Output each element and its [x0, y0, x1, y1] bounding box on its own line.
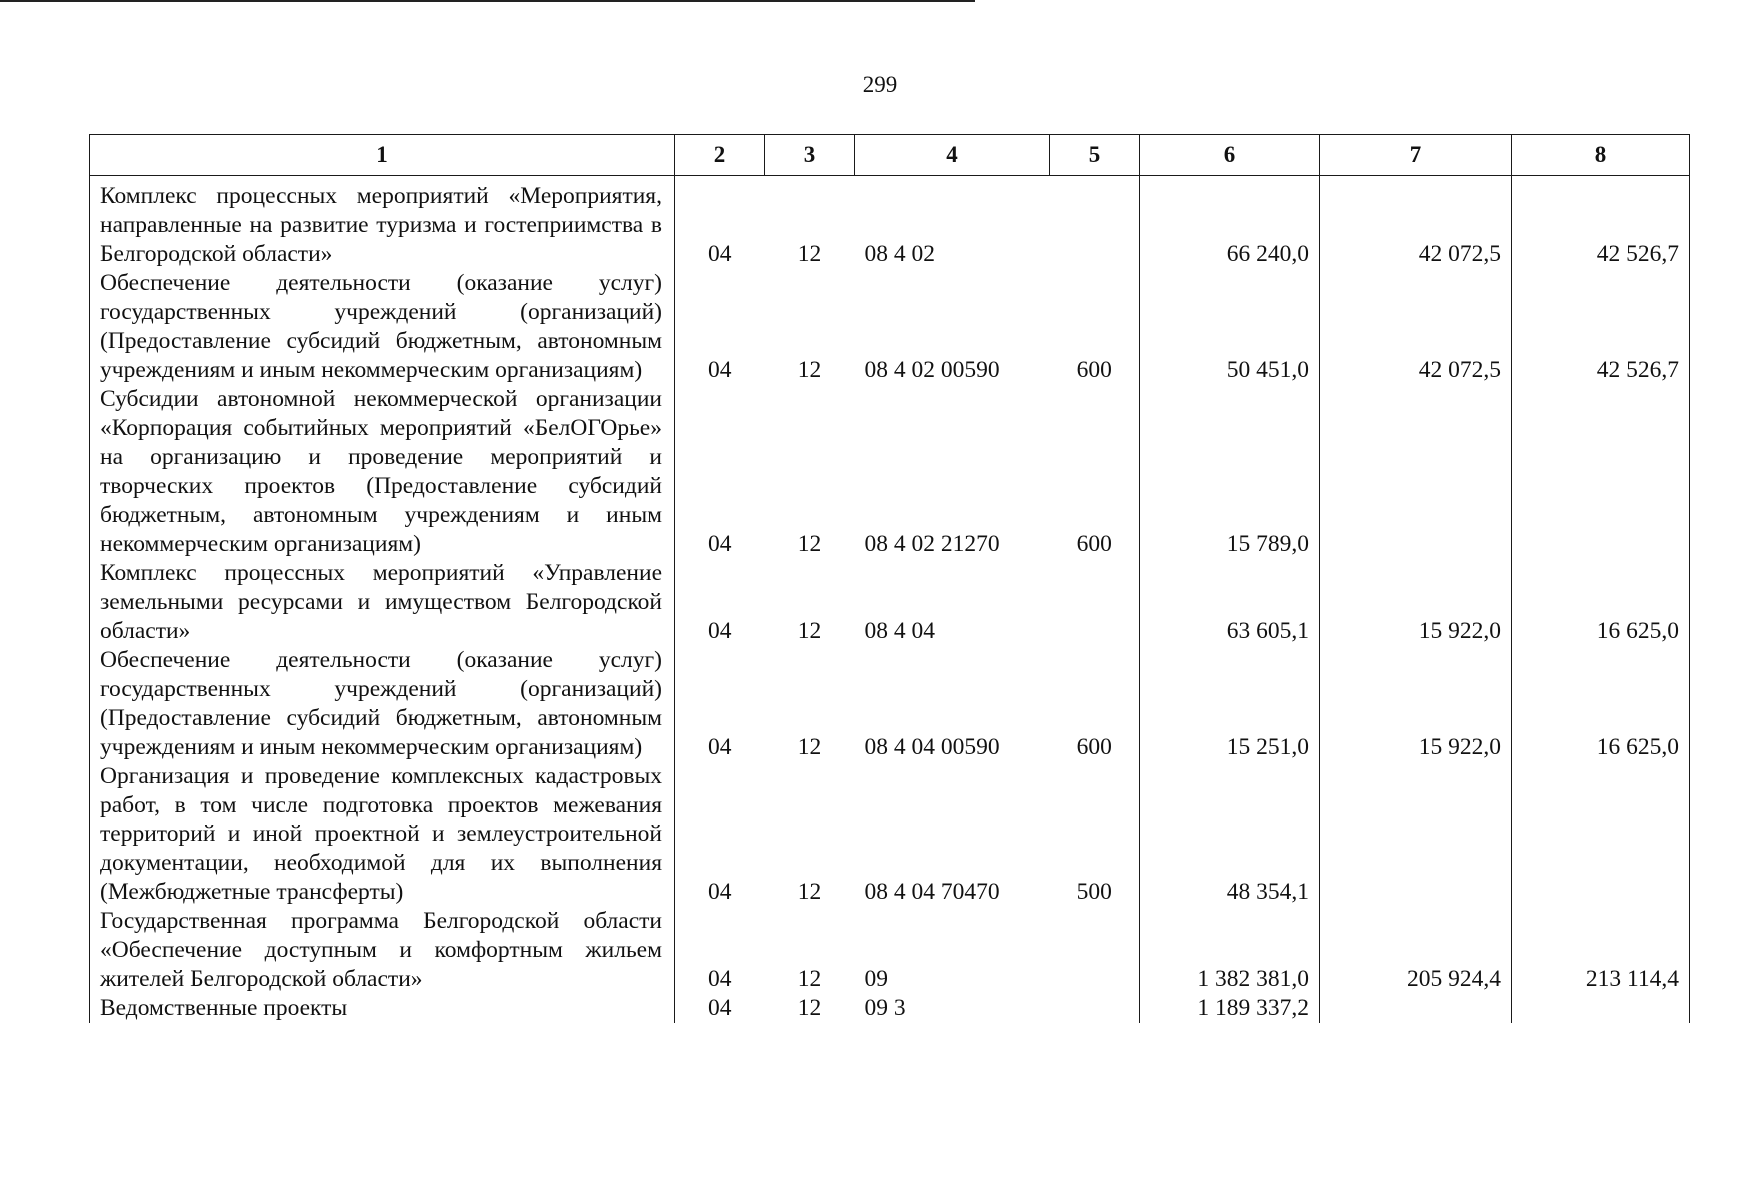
row-value-2: 42 072,5: [1320, 182, 1512, 269]
row-rz: 04: [675, 559, 765, 646]
page-number: 299: [862, 72, 898, 97]
row-value-3: [1512, 385, 1690, 559]
row-value-2: 205 924,4: [1320, 907, 1512, 994]
row-value-3: 213 114,4: [1512, 907, 1690, 994]
row-vr: 500: [1050, 762, 1140, 907]
header-col-4: 4: [855, 135, 1050, 176]
row-name: Комплекс процессных мероприятий «Мероприятия, направленные на развитие туризма и гостеприимства в Белгородской области»: [90, 182, 675, 269]
table-row: [90, 762, 1690, 907]
table-row: [90, 907, 1690, 994]
row-pr: 12: [797, 966, 822, 992]
row-vr: [1050, 994, 1140, 1023]
row-pr: 12: [797, 357, 822, 383]
row-value-2: [1320, 385, 1512, 559]
row-value-3: 16 625,0: [1512, 559, 1690, 646]
row-rz: 04: [675, 762, 765, 907]
row-value-1: 66 240,0: [1140, 182, 1320, 269]
row-value-1: 63 605,1: [1140, 559, 1320, 646]
table-row: [90, 269, 1690, 385]
row-value-3: 42 526,7: [1512, 269, 1690, 385]
row-rz: 04: [675, 385, 765, 559]
row-vr: [1050, 182, 1140, 269]
row-csr: 09 3: [864, 995, 906, 1021]
row-value-1: 15 251,0: [1140, 646, 1320, 762]
header-col-8: 8: [1512, 135, 1690, 176]
row-pr: 12: [797, 995, 822, 1021]
row-csr: 09: [864, 966, 888, 992]
row-value-1: 1 189 337,2: [1140, 994, 1320, 1023]
table-row: [90, 182, 1690, 269]
row-rz: 04: [675, 646, 765, 762]
row-csr: 08 4 02 00590: [864, 357, 1000, 383]
row-name: Обеспечение деятельности (оказание услуг) государственных учреждений (организаций) (Предоставление субсидий бюджетным, автономным учреждениям и иным некоммерческим организациям): [90, 269, 675, 385]
row-value-1: 15 789,0: [1140, 385, 1320, 559]
table-row: [90, 646, 1690, 762]
row-name: Ведомственные проекты: [90, 994, 675, 1023]
row-value-2: [1320, 762, 1512, 907]
header-col-3: 3: [765, 135, 855, 176]
table-row: [90, 559, 1690, 646]
header-col-5: 5: [1050, 135, 1140, 176]
row-value-1: 48 354,1: [1140, 762, 1320, 907]
row-name: Обеспечение деятельности (оказание услуг) государственных учреждений (организаций) (Предоставление субсидий бюджетным, автономным учреждениям и иным некоммерческим организациям): [90, 646, 675, 762]
row-csr: 08 4 02: [864, 241, 935, 267]
row-name: Организация и проведение комплексных кадастровых работ, в том числе подготовка проектов межевания территорий и иной проектной и землеустроительной документации, необходимой для их выполнения (Межбюджетные трансферты): [90, 762, 675, 907]
row-name: Комплекс процессных мероприятий «Управление земельными ресурсами и имуществом Белгородской области»: [90, 559, 675, 646]
row-vr: 600: [1050, 385, 1140, 559]
row-value-3: 16 625,0: [1512, 646, 1690, 762]
row-pr: 12: [797, 531, 822, 557]
table-row: [90, 994, 1690, 1023]
top-rule: [0, 0, 975, 2]
row-vr: [1050, 907, 1140, 994]
row-csr: 08 4 04 00590: [864, 734, 1000, 760]
row-name: Субсидии автономной некоммерческой организации «Корпорация событийных мероприятий «БелОГОрье» на организацию и проведение мероприятий и творческих проектов (Предоставление субсидий бюджетным, автономным учреждениям и иным некоммерческим организациям): [90, 385, 675, 559]
row-value-2: [1320, 994, 1512, 1023]
row-value-2: 15 922,0: [1320, 559, 1512, 646]
row-pr: 12: [797, 241, 822, 267]
header-col-6: 6: [1140, 135, 1320, 176]
row-pr: 12: [797, 879, 822, 905]
row-rz: 04: [675, 994, 765, 1023]
row-name: Государственная программа Белгородской области «Обеспечение доступным и комфортным жильем жителей Белгородской области»: [90, 907, 675, 994]
row-pr: 12: [797, 734, 822, 760]
header-col-2: 2: [675, 135, 765, 176]
row-value-3: [1512, 994, 1690, 1023]
row-csr: 08 4 04: [864, 618, 935, 644]
row-rz: 04: [675, 269, 765, 385]
row-value-2: 15 922,0: [1320, 646, 1512, 762]
row-value-2: 42 072,5: [1320, 269, 1512, 385]
row-value-3: 42 526,7: [1512, 182, 1690, 269]
header-col-1: 1: [90, 135, 675, 176]
row-rz: 04: [675, 907, 765, 994]
row-vr: [1050, 559, 1140, 646]
row-value-1: 1 382 381,0: [1140, 907, 1320, 994]
header-col-7: 7: [1320, 135, 1512, 176]
row-vr: 600: [1050, 269, 1140, 385]
row-rz: 04: [675, 182, 765, 269]
budget-table: [89, 134, 1690, 1023]
row-vr: 600: [1050, 646, 1140, 762]
row-csr: 08 4 04 70470: [864, 879, 1000, 905]
row-pr: 12: [797, 618, 822, 644]
table-header-row: [90, 135, 1690, 176]
row-value-1: 50 451,0: [1140, 269, 1320, 385]
table-row: [90, 385, 1690, 559]
row-csr: 08 4 02 21270: [864, 531, 1000, 557]
row-value-3: [1512, 762, 1690, 907]
